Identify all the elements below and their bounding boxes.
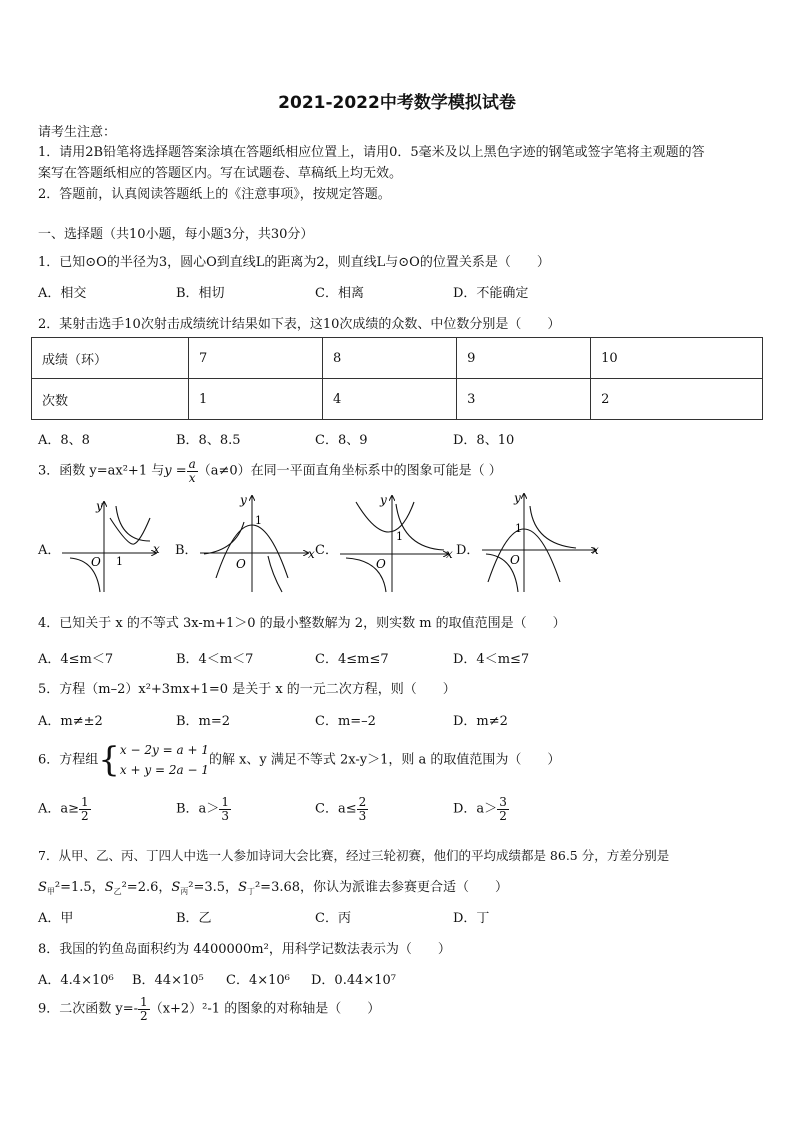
brace-icon: {	[98, 740, 120, 780]
sub-label: 甲	[46, 887, 55, 896]
q4-option-a: A．4≤m＜7	[38, 652, 114, 667]
q6-b-fraction	[219, 796, 231, 822]
s-symbol: S	[171, 880, 181, 895]
graph-b	[196, 492, 318, 596]
q6-d-fraction	[497, 796, 509, 822]
question-2-stem: 2．某射击选手10次射击成绩统计结果如下表，这10次成绩的众数、中位数分别是（ ）	[38, 317, 561, 332]
table-cell: 7	[189, 338, 323, 379]
frac-den: 2	[499, 808, 507, 823]
frac-num: 1	[140, 995, 148, 1009]
q8-option-a: A．4.4×10⁶	[38, 973, 114, 988]
axis-x-label: x	[308, 547, 315, 561]
tick-one-label: 1	[396, 530, 403, 543]
q6-c-fraction	[357, 796, 369, 822]
table-cell: 10	[591, 338, 763, 379]
tick-one-label: 1	[515, 522, 522, 535]
q5-option-a: A．m≠±2	[38, 714, 103, 729]
q3-fraction	[187, 458, 198, 484]
q7-option-b: B．乙	[176, 911, 212, 926]
q6-stem-post: 的解 x、y 满足不等式 2x-y＞1，则 a 的取值范围为（ ）	[208, 752, 561, 768]
q6-a-label: A．a≥	[38, 801, 80, 817]
frac-den: 2	[140, 1008, 148, 1023]
q6-option-d	[453, 796, 509, 822]
table-cell: 1	[189, 379, 323, 420]
q6-option-a	[38, 796, 91, 822]
axis-y-label: y	[380, 493, 387, 507]
q3-stem-pre: 3．函数 y=ax²+1 与	[38, 463, 165, 479]
question-7-line-2	[38, 876, 508, 897]
q7-option-a: A．甲	[38, 911, 74, 926]
s-symbol: S	[238, 880, 247, 895]
table-cell: 成绩（环）	[32, 338, 189, 379]
origin-label: O	[376, 557, 386, 571]
equation-2: x + y = 2a − 1	[119, 763, 209, 777]
q2-option-c: C．8、9	[315, 433, 368, 448]
axis-x-label: x	[446, 547, 453, 561]
q3-option-a: A．	[38, 543, 61, 558]
q1-option-d: D．不能确定	[453, 286, 529, 301]
frac-den: 2	[81, 808, 89, 823]
q5-option-b: B．m=2	[176, 714, 231, 729]
origin-label: O	[91, 555, 101, 569]
frac-den: 3	[221, 808, 229, 823]
q6-stem-pre: 6．方程组	[38, 752, 99, 768]
q3-option-d: D．	[456, 543, 480, 558]
q8-option-c: C．4×10⁶	[226, 973, 290, 988]
q1-option-a: A．相交	[38, 286, 87, 301]
variance-value: ²=3.68，你认为派谁去参赛更合适（ ）	[254, 880, 509, 895]
notice-item-1-line-1: 1．请用2B铅笔将选择题答案涂填在答题纸相应位置上，请用0．5毫米及以上黑色字迹的钢笔或签字笔将主观题的答	[38, 145, 705, 160]
frac-num: 3	[499, 795, 507, 809]
graph-a	[58, 496, 170, 596]
axis-y-label: y	[514, 491, 521, 505]
sub-label: 丙	[180, 887, 189, 896]
table-cell: 9	[457, 338, 591, 379]
question-4-stem: 4．已知关于 x 的不等式 3x-m+1＞0 的最小整数解为 2，则实数 m 的取值范围是（ ）	[38, 616, 566, 631]
q9-stem-pre: 9．二次函数 y=-	[38, 1001, 139, 1017]
equation-1: x − 2y = a + 1	[119, 743, 209, 757]
q4-option-c: C．4≤m≤7	[315, 652, 389, 667]
notice-item-1-line-2: 案写在答题纸相应的答题区内。写在试题卷、草稿纸上均无效。	[38, 166, 403, 181]
tick-one-label: 1	[116, 555, 123, 568]
q1-option-c: C．相离	[315, 286, 364, 301]
q6-b-label: B．a＞	[176, 801, 220, 817]
frac-den: 3	[358, 808, 367, 823]
question-8-stem: 8．我国的钓鱼岛面积约为 4400000m²，用科学记数法表示为（ ）	[38, 942, 451, 957]
frac-num: 2	[358, 795, 367, 809]
q4-option-d: D．4＜m≤7	[453, 652, 530, 667]
question-7-line-1: 7．从甲、乙、丙、丁四人中选一人参加诗词大会比赛，经过三轮初赛，他们的平均成绩都是 86.5 分，方差分别是	[38, 848, 670, 863]
q2-option-a: A．8、8	[38, 433, 90, 448]
q3-stem-y: y =	[164, 463, 187, 479]
notice-item-2: 2．答题前，认真阅读答题纸上的《注意事项》，按规定答题。	[38, 187, 391, 202]
q3-option-c: C．	[315, 543, 338, 558]
table-cell: 8	[323, 338, 457, 379]
q7-option-c: C．丙	[315, 911, 351, 926]
q2-option-b: B．8、8.5	[176, 433, 241, 448]
q4-option-b: B．4＜m＜7	[176, 652, 254, 667]
notice-heading: 请考生注意：	[38, 125, 117, 140]
score-table	[31, 337, 763, 420]
q5-option-c: C．m=–2	[315, 714, 376, 729]
frac-num: 1	[81, 795, 89, 809]
sub-label: 乙	[113, 887, 122, 896]
question-6-stem	[38, 740, 560, 780]
q6-a-fraction	[79, 796, 91, 822]
q3-option-b: B．	[175, 543, 198, 558]
question-5-stem: 5．方程（m–2）x²+3mx+1=0 是关于 x 的一元二次方程，则（ ）	[38, 682, 456, 697]
q3-stem-post: （a≠0）在同一平面直角坐标系中的图象可能是（ ）	[197, 463, 502, 479]
table-row	[32, 379, 763, 420]
q1-option-b: B．相切	[176, 286, 225, 301]
axis-x-label: x	[592, 543, 599, 557]
s-symbol: S	[38, 880, 47, 895]
table-cell: 4	[323, 379, 457, 420]
axis-y-label: y	[96, 499, 103, 513]
q8-option-b: B．44×10⁵	[132, 973, 204, 988]
variance-value: ²=1.5，	[54, 880, 105, 895]
section-heading: 一、选择题（共10小题，每小题3分，共30分）	[38, 227, 314, 242]
q3-frac-num: a	[188, 457, 196, 471]
s-symbol: S	[104, 880, 114, 895]
origin-label: O	[236, 557, 246, 571]
graph-c	[336, 492, 460, 596]
q6-option-b	[176, 796, 231, 822]
q9-stem-post: （x+2）²-1 的图象的对称轴是（ ）	[149, 1001, 381, 1017]
variance-value: ²=2.6，	[121, 880, 172, 895]
q6-option-c	[315, 796, 368, 822]
q6-d-label: D．a＞	[453, 801, 498, 817]
table-cell: 次数	[32, 379, 189, 420]
axis-y-label: y	[240, 493, 247, 507]
table-cell: 2	[591, 379, 763, 420]
q5-option-d: D．m≠2	[453, 714, 508, 729]
table-cell: 3	[457, 379, 591, 420]
variance-value: ²=3.5，	[188, 880, 239, 895]
q3-frac-den: x	[188, 470, 196, 485]
graph-d	[478, 490, 602, 596]
frac-num: 1	[221, 795, 229, 809]
q7-option-d: D．丁	[453, 911, 490, 926]
sub-label: 丁	[246, 887, 255, 896]
equation-system	[120, 740, 209, 780]
q2-option-d: D．8、10	[453, 433, 515, 448]
tick-one-label: 1	[255, 514, 262, 527]
q8-option-d: D．0.44×10⁷	[311, 973, 397, 988]
origin-label: O	[510, 553, 520, 567]
question-1-stem: 1．已知⊙O的半径为3，圆心O到直线L的距离为2，则直线L与⊙O的位置关系是（ ）	[38, 255, 550, 270]
page-title: 2021-2022中考数学模拟试卷	[278, 93, 516, 113]
table-row	[32, 338, 763, 379]
axis-x-label: x	[153, 542, 160, 556]
q6-c-label: C．a≤	[315, 801, 357, 817]
question-9-stem	[38, 996, 380, 1022]
question-3-stem	[38, 458, 502, 484]
q9-fraction	[138, 996, 150, 1022]
